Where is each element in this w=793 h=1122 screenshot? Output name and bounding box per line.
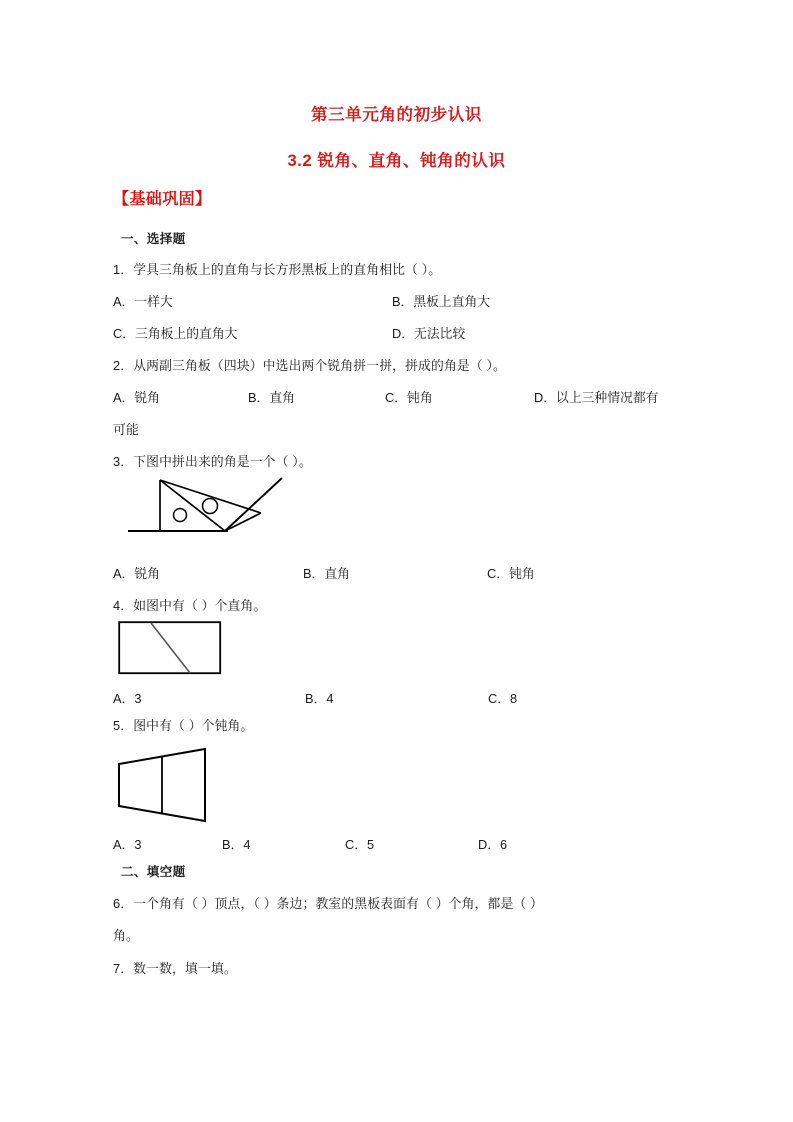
- figure-two-triangles-on-baseline: [128, 468, 298, 548]
- question-6-stem: 6．一个角有（ ）顶点，（ ）条边；教室的黑板表面有（ ）个角，都是（ ）: [113, 896, 543, 911]
- question-3-option-c[interactable]: C．钝角: [487, 566, 535, 581]
- question-1-stem: 1．学具三角板上的直角与长方形黑板上的直角相比（ ）。: [113, 262, 442, 277]
- figure-trapezoid-with-divider: [117, 746, 227, 826]
- question-4-option-b[interactable]: B．4: [305, 691, 334, 706]
- question-3-option-a[interactable]: A．锐角: [113, 566, 160, 581]
- question-2-stem: 2．从两副三角板（四块）中选出两个锐角拼一拼，拼成的角是（ ）。: [113, 358, 506, 373]
- question-2-continuation: 可能: [113, 422, 139, 437]
- question-5-option-a[interactable]: A．3: [113, 837, 142, 852]
- question-1-option-c[interactable]: C．三角板上的直角大: [113, 326, 238, 341]
- page-subtitle: 3.2 锐角、直角、钝角的认识: [287, 152, 506, 170]
- question-3-stem: 3．下图中拼出来的角是一个（ ）。: [113, 454, 312, 469]
- question-4-option-c[interactable]: C．8: [488, 691, 518, 706]
- section-heading-fill: 二、填空题: [121, 865, 186, 879]
- question-2-option-d[interactable]: D．以上三种情况都有: [534, 390, 659, 405]
- section-heading-choice: 一、选择题: [121, 232, 186, 246]
- figure-rectangle-with-diagonal: [118, 621, 233, 679]
- question-4-option-a[interactable]: A．3: [113, 691, 142, 706]
- question-1-option-a[interactable]: A．一样大: [113, 294, 173, 309]
- question-5-option-d[interactable]: D．6: [478, 837, 508, 852]
- question-5-stem: 5．图中有（ ）个钝角。: [113, 718, 254, 733]
- question-4-stem: 4．如图中有（ ）个直角。: [113, 598, 267, 613]
- question-2-option-a[interactable]: A．锐角: [113, 390, 160, 405]
- question-2-option-c[interactable]: C．钝角: [385, 390, 433, 405]
- question-1-option-d[interactable]: D．无法比较: [392, 326, 466, 341]
- question-5-option-b[interactable]: B．4: [222, 837, 251, 852]
- question-1-option-b[interactable]: B．黑板上直角大: [392, 294, 491, 309]
- question-3-option-b[interactable]: B．直角: [303, 566, 350, 581]
- question-2-option-b[interactable]: B．直角: [248, 390, 295, 405]
- question-6-continuation: 角。: [113, 928, 139, 943]
- page-title: 第三单元角的初步认识: [311, 106, 482, 124]
- question-7-stem: 7．数一数，填一填。: [113, 961, 237, 976]
- question-5-option-c[interactable]: C．5: [345, 837, 375, 852]
- section-label-basic: 【基础巩固】: [113, 191, 212, 208]
